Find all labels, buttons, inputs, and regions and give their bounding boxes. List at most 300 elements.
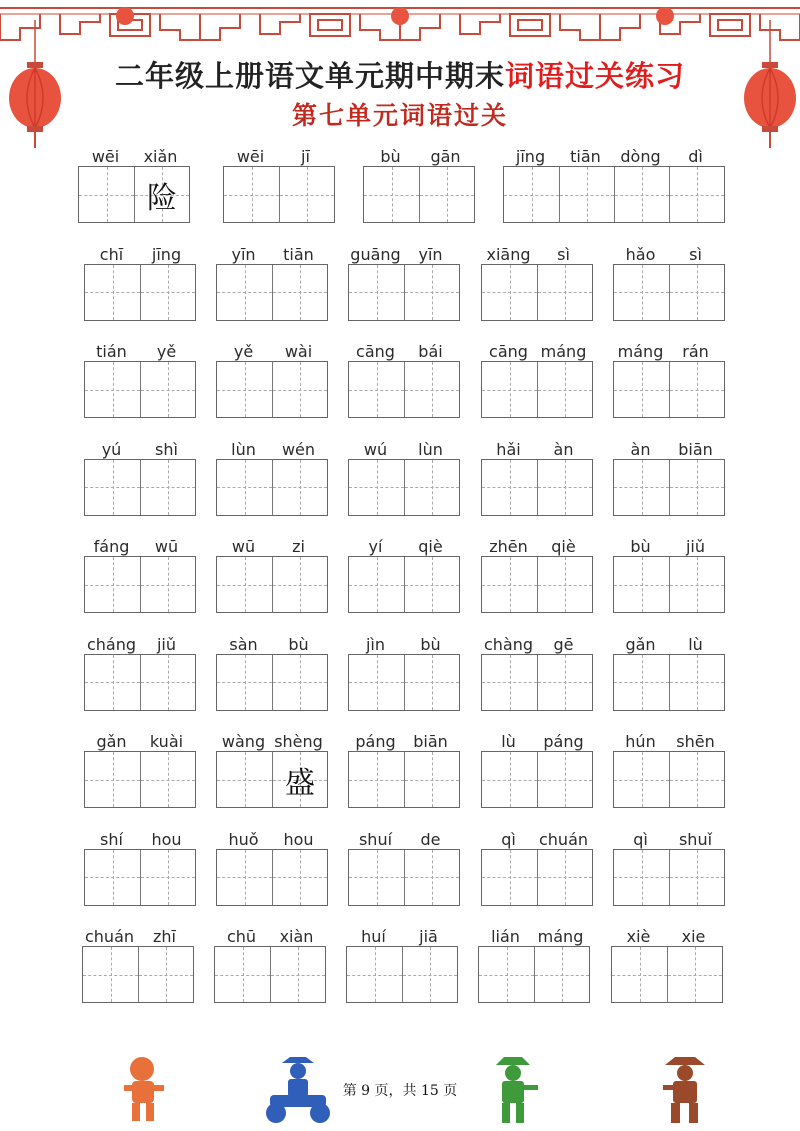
writing-cell[interactable]	[404, 655, 459, 710]
writing-cell[interactable]	[482, 460, 537, 515]
word-item	[216, 823, 328, 906]
pinyin-syllable: lù	[688, 634, 703, 654]
pinyin-syllable: wú	[363, 439, 388, 459]
pinyin-syllable: wàng	[221, 732, 266, 751]
word-item	[346, 920, 458, 1003]
pinyin-row	[613, 433, 725, 459]
writing-cell[interactable]	[482, 752, 537, 807]
pinyin-row	[481, 725, 593, 751]
word-item	[613, 433, 725, 516]
title-black-part: 二年级上册语文单元期中期末	[114, 59, 505, 93]
word-item	[613, 335, 725, 418]
word-item	[363, 140, 475, 223]
writing-cell[interactable]	[479, 947, 534, 1002]
tianzige-boxes	[348, 654, 460, 711]
pinyin-row	[84, 238, 196, 264]
tianzige-boxes	[613, 849, 725, 906]
writing-cell[interactable]	[614, 460, 669, 515]
pinyin-syllable: tiān	[283, 244, 314, 264]
pinyin-syllable: máng	[540, 342, 587, 361]
writing-cell[interactable]	[85, 557, 140, 612]
word-item	[348, 725, 460, 808]
pinyin-syllable: zhēn	[489, 537, 528, 556]
writing-cell[interactable]	[272, 460, 327, 515]
writing-cell[interactable]	[79, 167, 134, 222]
pinyin-syllable: chuán	[538, 829, 589, 849]
writing-cell[interactable]	[279, 167, 334, 222]
pinyin-syllable: qiè	[418, 537, 443, 556]
pinyin-syllable: xie	[681, 927, 706, 946]
pinyin-syllable: jìn	[365, 634, 386, 654]
pinyin-syllable: máng	[537, 927, 584, 946]
writing-cell[interactable]	[217, 265, 272, 320]
word-item	[481, 725, 593, 808]
writing-cell[interactable]	[140, 265, 195, 320]
writing-cell[interactable]	[402, 947, 457, 1002]
pinyin-syllable: gǎn	[625, 634, 656, 654]
pinyin-syllable: huí	[361, 927, 386, 946]
pinyin-syllable: páng	[543, 732, 584, 751]
pinyin-syllable: máng	[617, 342, 664, 361]
pinyin-syllable: gǎn	[96, 732, 127, 751]
pinyin-syllable: shuí	[358, 829, 393, 849]
vocabulary-grid	[78, 140, 758, 1018]
pinyin-syllable: qiè	[551, 537, 576, 556]
word-item	[611, 920, 723, 1003]
writing-cell[interactable]	[215, 947, 270, 1002]
word-item	[78, 140, 190, 223]
writing-cell[interactable]	[669, 557, 724, 612]
word-item	[481, 628, 593, 711]
pinyin-syllable: wū	[231, 537, 256, 556]
writing-cell[interactable]	[349, 460, 404, 515]
writing-cell[interactable]	[404, 265, 459, 320]
tianzige-boxes	[481, 556, 593, 613]
writing-cell[interactable]	[85, 362, 140, 417]
writing-cell[interactable]	[349, 557, 404, 612]
pinyin-row	[84, 628, 196, 654]
pinyin-row	[481, 628, 593, 654]
tianzige-boxes	[216, 361, 328, 418]
tianzige-boxes	[223, 166, 335, 223]
pinyin-syllable: jī	[301, 147, 310, 166]
pinyin-row	[84, 530, 196, 556]
tianzige-boxes	[481, 264, 593, 321]
pinyin-syllable: xiāng	[486, 244, 531, 264]
word-item	[223, 140, 335, 223]
writing-cell[interactable]	[217, 655, 272, 710]
pinyin-row	[348, 530, 460, 556]
writing-cell[interactable]	[482, 850, 537, 905]
writing-cell[interactable]	[537, 265, 592, 320]
writing-cell[interactable]	[614, 167, 669, 222]
tianzige-boxes	[348, 751, 460, 808]
writing-cell[interactable]	[217, 362, 272, 417]
word-item	[84, 433, 196, 516]
writing-cell[interactable]	[482, 557, 537, 612]
tianzige-boxes	[613, 751, 725, 808]
page-number: 第 9 页，共 15 页	[342, 1083, 458, 1099]
word-item	[348, 238, 460, 321]
writing-cell[interactable]	[349, 655, 404, 710]
writing-cell[interactable]	[272, 752, 327, 807]
tianzige-boxes	[78, 166, 190, 223]
tianzige-boxes	[478, 946, 590, 1003]
pinyin-row	[348, 335, 460, 361]
word-item	[478, 920, 590, 1003]
writing-cell[interactable]	[140, 752, 195, 807]
writing-cell[interactable]	[669, 655, 724, 710]
unit-subtitle: 第七单元词语过关	[291, 101, 508, 130]
pinyin-syllable: dòng	[620, 147, 661, 166]
tianzige-boxes	[216, 459, 328, 516]
pinyin-syllable: biān	[678, 439, 713, 459]
writing-cell[interactable]	[85, 850, 140, 905]
pinyin-row	[84, 725, 196, 751]
pinyin-syllable: tiān	[570, 147, 601, 166]
writing-cell[interactable]	[217, 460, 272, 515]
pinyin-row	[348, 628, 460, 654]
writing-cell[interactable]	[419, 167, 474, 222]
pinyin-row	[611, 920, 723, 946]
pinyin-syllable: yīn	[231, 244, 256, 264]
pinyin-syllable: páng	[355, 732, 396, 751]
tianzige-boxes	[503, 166, 725, 223]
pinyin-row	[216, 530, 328, 556]
pinyin-syllable: wài	[284, 342, 313, 361]
tianzige-boxes	[82, 946, 194, 1003]
pinyin-syllable: guāng	[350, 244, 401, 264]
pinyin-syllable: zi	[292, 537, 305, 556]
writing-cell[interactable]	[272, 265, 327, 320]
writing-cell[interactable]	[404, 460, 459, 515]
word-row	[78, 920, 758, 1018]
writing-cell[interactable]	[482, 362, 537, 417]
writing-cell[interactable]	[482, 655, 537, 710]
pinyin-row	[481, 335, 593, 361]
pinyin-syllable: yīn	[418, 244, 443, 264]
pinyin-syllable: hou	[283, 829, 314, 849]
writing-cell[interactable]	[537, 752, 592, 807]
word-item	[84, 238, 196, 321]
writing-cell[interactable]	[85, 655, 140, 710]
tianzige-boxes	[348, 361, 460, 418]
pinyin-row	[613, 335, 725, 361]
pinyin-syllable: yě	[156, 342, 177, 361]
pinyin-syllable: chuán	[84, 927, 135, 946]
pinyin-syllable: qì	[633, 829, 648, 849]
writing-cell[interactable]	[482, 265, 537, 320]
pinyin-syllable: shēn	[676, 732, 715, 751]
writing-cell[interactable]	[537, 460, 592, 515]
pinyin-syllable: shuǐ	[678, 829, 713, 849]
pinyin-syllable: lùn	[231, 439, 256, 459]
pinyin-syllable: rán	[682, 342, 709, 361]
prefilled-character: 险	[147, 180, 177, 216]
pinyin-syllable: bù	[630, 537, 651, 556]
writing-cell[interactable]	[138, 947, 193, 1002]
word-item	[481, 335, 593, 418]
tianzige-boxes	[613, 264, 725, 321]
writing-cell[interactable]	[83, 947, 138, 1002]
writing-cell[interactable]	[669, 362, 724, 417]
tianzige-boxes	[346, 946, 458, 1003]
word-row	[78, 140, 758, 238]
tianzige-boxes	[611, 946, 723, 1003]
word-row	[78, 530, 758, 628]
pinyin-syllable: wū	[154, 537, 179, 556]
word-item	[348, 433, 460, 516]
pinyin-syllable: xiè	[626, 927, 651, 946]
writing-cell[interactable]	[217, 557, 272, 612]
writing-cell[interactable]	[272, 850, 327, 905]
pinyin-row	[78, 140, 190, 166]
pinyin-syllable: chū	[226, 927, 257, 946]
writing-cell[interactable]	[140, 460, 195, 515]
writing-cell[interactable]	[347, 947, 402, 1002]
writing-cell[interactable]	[140, 850, 195, 905]
pinyin-syllable: bái	[418, 342, 443, 361]
writing-cell[interactable]	[614, 850, 669, 905]
tianzige-boxes	[613, 361, 725, 418]
pinyin-syllable: wén	[281, 439, 316, 459]
word-item	[216, 238, 328, 321]
pinyin-syllable: tián	[96, 342, 127, 361]
writing-cell[interactable]	[537, 557, 592, 612]
writing-cell[interactable]	[272, 362, 327, 417]
tianzige-boxes	[481, 361, 593, 418]
pinyin-syllable: kuài	[149, 732, 184, 751]
writing-cell[interactable]	[504, 167, 559, 222]
writing-cell[interactable]	[614, 265, 669, 320]
pinyin-syllable: hou	[151, 829, 182, 849]
word-item	[481, 823, 593, 906]
writing-cell[interactable]	[667, 947, 722, 1002]
pinyin-syllable: cháng	[86, 634, 137, 654]
pinyin-syllable: qì	[501, 829, 516, 849]
tianzige-boxes	[216, 556, 328, 613]
tianzige-boxes	[216, 264, 328, 321]
pinyin-row	[481, 433, 593, 459]
word-item	[216, 433, 328, 516]
pinyin-syllable: wēi	[236, 147, 265, 166]
tianzige-boxes	[216, 654, 328, 711]
word-item	[613, 238, 725, 321]
pinyin-syllable: jiǔ	[685, 537, 706, 556]
writing-cell[interactable]	[85, 460, 140, 515]
pinyin-syllable: wēi	[91, 147, 120, 166]
word-item	[84, 335, 196, 418]
pinyin-syllable: sì	[557, 244, 570, 264]
pinyin-row	[216, 433, 328, 459]
writing-cell[interactable]	[669, 265, 724, 320]
pinyin-row	[348, 433, 460, 459]
pinyin-row	[84, 335, 196, 361]
pinyin-syllable: fáng	[93, 537, 130, 556]
pinyin-syllable: bù	[380, 147, 401, 166]
pinyin-syllable: huǒ	[228, 829, 259, 849]
writing-cell[interactable]	[537, 362, 592, 417]
pinyin-row	[481, 823, 593, 849]
tianzige-boxes	[481, 654, 593, 711]
writing-cell[interactable]	[669, 167, 724, 222]
word-item	[84, 823, 196, 906]
word-item	[216, 335, 328, 418]
pinyin-row	[216, 238, 328, 264]
word-item	[84, 628, 196, 711]
pinyin-row	[348, 238, 460, 264]
writing-cell[interactable]	[404, 557, 459, 612]
tianzige-boxes	[84, 654, 196, 711]
pinyin-row	[503, 140, 725, 166]
word-item	[613, 823, 725, 906]
pinyin-syllable: hǎi	[496, 439, 521, 459]
pinyin-syllable: gē	[553, 634, 574, 654]
pinyin-row	[216, 725, 328, 751]
writing-cell[interactable]	[217, 752, 272, 807]
word-item	[216, 530, 328, 613]
pinyin-syllable: jīng	[515, 147, 546, 166]
pinyin-syllable: lù	[501, 732, 516, 751]
pinyin-syllable: bù	[420, 634, 441, 654]
pinyin-syllable: lùn	[418, 439, 443, 459]
pinyin-row	[613, 530, 725, 556]
writing-cell[interactable]	[140, 655, 195, 710]
writing-cell[interactable]	[272, 655, 327, 710]
writing-cell[interactable]	[272, 557, 327, 612]
writing-cell[interactable]	[404, 752, 459, 807]
writing-cell[interactable]	[85, 265, 140, 320]
pinyin-row	[613, 725, 725, 751]
writing-cell[interactable]	[364, 167, 419, 222]
pinyin-row	[348, 725, 460, 751]
tianzige-boxes	[363, 166, 475, 223]
word-item	[82, 920, 194, 1003]
pinyin-syllable: cāng	[489, 342, 528, 361]
pinyin-syllable: shì	[155, 439, 178, 459]
word-row	[78, 823, 758, 921]
writing-cell[interactable]	[349, 362, 404, 417]
writing-cell[interactable]	[404, 362, 459, 417]
pinyin-row	[613, 628, 725, 654]
writing-cell[interactable]	[217, 850, 272, 905]
tianzige-boxes	[481, 751, 593, 808]
writing-cell[interactable]	[559, 167, 614, 222]
pinyin-row	[223, 140, 335, 166]
pinyin-syllable: cāng	[356, 342, 395, 361]
worksheet-title	[0, 54, 800, 95]
word-item	[613, 628, 725, 711]
tianzige-boxes	[216, 751, 328, 808]
pinyin-row	[478, 920, 590, 946]
pinyin-row	[214, 920, 326, 946]
lattice-border-decoration	[0, 0, 800, 60]
writing-cell[interactable]	[534, 947, 589, 1002]
pinyin-syllable: àn	[553, 439, 574, 459]
tianzige-boxes	[348, 849, 460, 906]
word-item	[481, 530, 593, 613]
pinyin-syllable: àn	[630, 439, 651, 459]
writing-cell[interactable]	[614, 362, 669, 417]
pinyin-syllable: gān	[430, 147, 461, 166]
tianzige-boxes	[84, 751, 196, 808]
writing-cell[interactable]	[404, 850, 459, 905]
word-row	[78, 628, 758, 726]
tianzige-boxes	[613, 654, 725, 711]
writing-cell[interactable]	[349, 265, 404, 320]
tianzige-boxes	[214, 946, 326, 1003]
pinyin-syllable: xiàn	[279, 927, 314, 946]
prefilled-character: 盛	[285, 765, 315, 801]
tianzige-boxes	[84, 849, 196, 906]
writing-cell[interactable]	[614, 655, 669, 710]
pinyin-row	[216, 335, 328, 361]
writing-cell[interactable]	[669, 850, 724, 905]
writing-cell[interactable]	[140, 362, 195, 417]
word-item	[481, 238, 593, 321]
word-row	[78, 335, 758, 433]
pinyin-syllable: lián	[491, 927, 520, 946]
tianzige-boxes	[216, 849, 328, 906]
word-row	[78, 725, 758, 823]
pinyin-syllable: yí	[368, 537, 383, 556]
tianzige-boxes	[348, 264, 460, 321]
writing-cell[interactable]	[537, 655, 592, 710]
pinyin-syllable: jīng	[151, 244, 182, 264]
pinyin-row	[481, 238, 593, 264]
writing-cell[interactable]	[134, 167, 189, 222]
pinyin-syllable: dì	[688, 147, 703, 166]
tianzige-boxes	[84, 556, 196, 613]
writing-cell[interactable]	[614, 557, 669, 612]
word-row	[78, 433, 758, 531]
pinyin-syllable: biān	[413, 732, 448, 751]
pinyin-row	[84, 433, 196, 459]
tianzige-boxes	[613, 459, 725, 516]
writing-cell[interactable]	[349, 752, 404, 807]
pinyin-syllable: hún	[625, 732, 656, 751]
word-item	[503, 140, 725, 223]
writing-cell[interactable]	[612, 947, 667, 1002]
writing-cell[interactable]	[224, 167, 279, 222]
pinyin-syllable: xiǎn	[143, 147, 178, 166]
writing-cell[interactable]	[349, 850, 404, 905]
writing-cell[interactable]	[669, 752, 724, 807]
pinyin-row	[346, 920, 458, 946]
pinyin-row	[84, 823, 196, 849]
pinyin-syllable: hǎo	[625, 244, 656, 264]
word-item	[216, 725, 328, 808]
pinyin-row	[363, 140, 475, 166]
pinyin-syllable: sàn	[229, 634, 258, 654]
tianzige-boxes	[84, 459, 196, 516]
writing-cell[interactable]	[270, 947, 325, 1002]
word-item	[348, 823, 460, 906]
writing-cell[interactable]	[669, 460, 724, 515]
pinyin-syllable: zhī	[153, 927, 176, 946]
writing-cell[interactable]	[140, 557, 195, 612]
pinyin-syllable: bù	[288, 634, 309, 654]
word-item	[481, 433, 593, 516]
pinyin-syllable: yú	[101, 439, 122, 459]
pinyin-row	[613, 823, 725, 849]
writing-cell[interactable]	[614, 752, 669, 807]
word-item	[348, 530, 460, 613]
tianzige-boxes	[84, 361, 196, 418]
writing-cell[interactable]	[85, 752, 140, 807]
word-item	[84, 725, 196, 808]
writing-cell[interactable]	[537, 850, 592, 905]
